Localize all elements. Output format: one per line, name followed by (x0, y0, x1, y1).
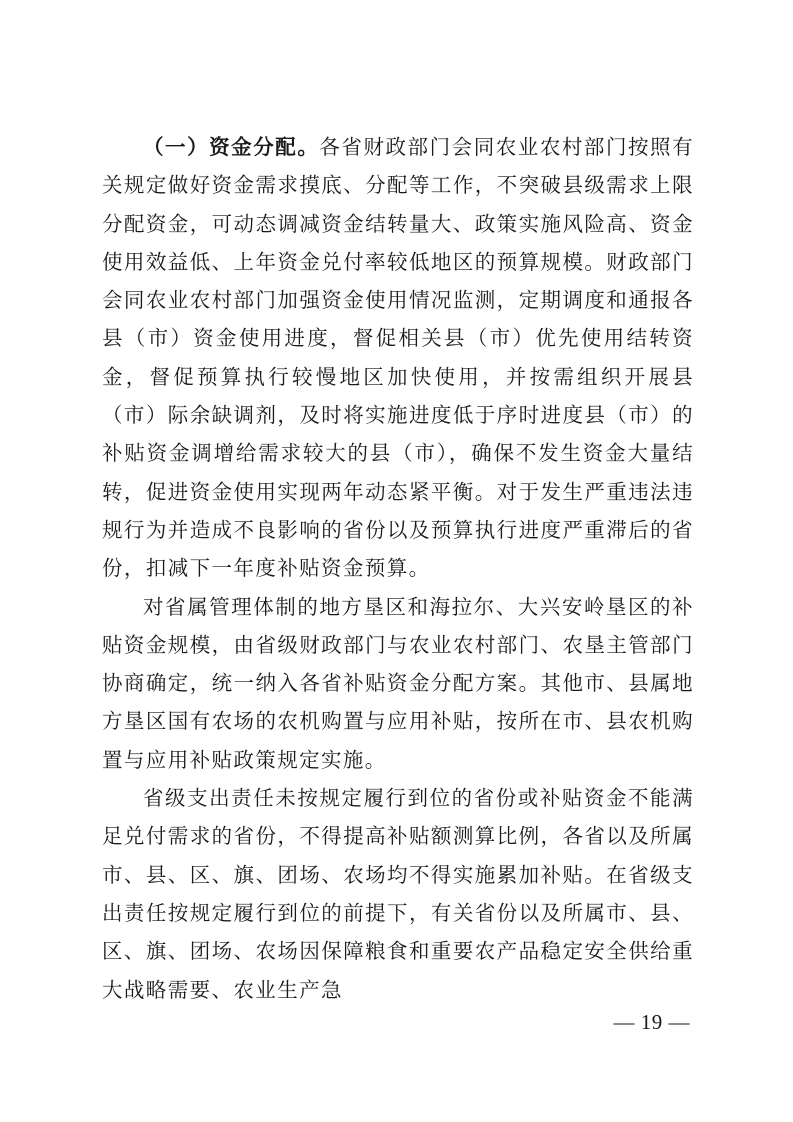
paragraph-text: 各省财政部门会同农业农村部门按照有关规定做好资金需求摸底、分配等工作，不突破县级需求上限分配资金，可动态调减资金结转量大、政策实施风险高、资金使用效益低、上年资金兑付率较低地区的预算规模。财政部门会同农业农村部门加强资金使用情况监测，定期调度和通报各县（市）资金使用进度，督促相关县（市）优先使用结转资金，督促预算执行较慢地区加快使用，并按需组织开展县（市）际余缺调剂，及时将实施进度低于序时进度县（市）的补贴资金调增给需求较大的县（市），确保不发生资金大量结转，促进资金使用实现两年动态紧平衡。对于发生严重违法违规行为并造成不良影响的省份以及预算执行进度严重滞后的省份，扣减下一年度补贴资金预算。 (102, 135, 694, 581)
paragraph-text: 对省属管理体制的地方垦区和海拉尔、大兴安岭垦区的补贴资金规模，由省级财政部门与农业农村部门、农垦主管部门协商确定，统一纳入各省补贴资金分配方案。其他市、县属地方垦区国有农场的农机购置与应用补贴，按所在市、县农机购置与应用补贴政策规定实施。 (102, 594, 694, 772)
paragraph-fund-allocation (102, 128, 694, 588)
body-text (102, 128, 694, 1009)
paragraph-provincial-responsibility (102, 779, 694, 1009)
paragraph-reclamation-areas (102, 588, 694, 779)
section-heading: （一）资金分配。 (143, 135, 320, 159)
paragraph-text: 省级支出责任未按规定履行到位的省份或补贴资金不能满足兑付需求的省份，不得提高补贴额测算比例，各省以及所属市、县、区、旗、团场、农场均不得实施累加补贴。在省级支出责任按规定履行到位的前提下，有关省份以及所属市、县、区、旗、团场、农场因保障粮食和重要农产品稳定安全供给重大战略需要、农业生产急 (102, 786, 694, 1002)
page-number: — 19 — (613, 1010, 690, 1034)
